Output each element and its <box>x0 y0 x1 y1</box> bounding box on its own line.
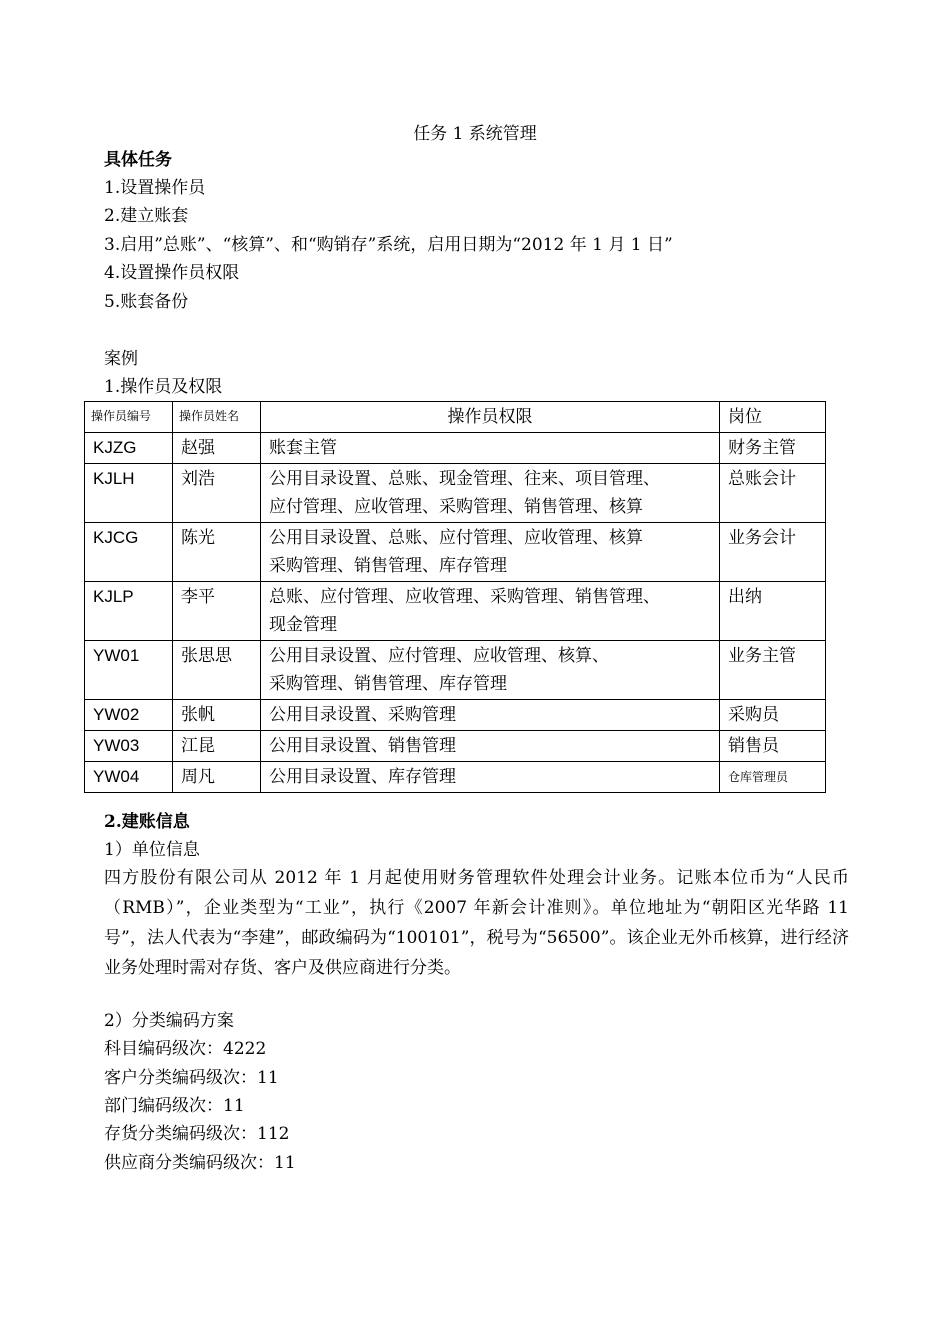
header-post: 岗位 <box>720 402 826 433</box>
table-row <box>85 523 826 582</box>
cell-post: 业务主管 <box>720 641 826 700</box>
unit-info-label: 1）单位信息 <box>104 840 200 860</box>
coding-item: 科目编码级次：4222 <box>104 1039 267 1059</box>
permissions-line: 采购管理、销售管理、库存管理 <box>269 674 507 694</box>
cell-permissions <box>261 762 720 793</box>
cell-operator-name: 江昆 <box>173 731 261 762</box>
section2-heading: 2.建账信息 <box>104 812 190 832</box>
cell-operator-name: 陈光 <box>173 523 261 582</box>
permissions-line: 账套主管 <box>269 438 337 458</box>
permissions-line: 公用目录设置、应付管理、应收管理、核算、 <box>269 646 609 666</box>
task-item: 4.设置操作员权限 <box>104 263 240 283</box>
cell-operator-id: YW03 <box>85 731 173 762</box>
cell-operator-id: KJZG <box>85 433 173 464</box>
cell-operator-id: KJLP <box>85 582 173 641</box>
cell-permissions <box>261 731 720 762</box>
table-row <box>85 641 826 700</box>
cell-permissions <box>261 582 720 641</box>
cell-operator-name: 张思思 <box>173 641 261 700</box>
permissions-line: 应付管理、应收管理、采购管理、销售管理、核算 <box>269 497 643 517</box>
cell-post: 财务主管 <box>720 433 826 464</box>
cell-permissions <box>261 523 720 582</box>
cell-permissions <box>261 700 720 731</box>
cell-operator-name: 赵强 <box>173 433 261 464</box>
task-item: 5.账套备份 <box>104 292 189 312</box>
case-subheading: 1.操作员及权限 <box>104 377 223 397</box>
page-title: 任务 1 系统管理 <box>413 124 537 144</box>
permissions-line: 公用目录设置、总账、现金管理、往来、项目管理、 <box>269 469 660 489</box>
table-row <box>85 731 826 762</box>
cell-operator-name: 张帆 <box>173 700 261 731</box>
cell-permissions <box>261 433 720 464</box>
header-operator-name: 操作员姓名 <box>173 402 261 433</box>
coding-label: 2）分类编码方案 <box>104 1011 234 1031</box>
permissions-line: 采购管理、销售管理、库存管理 <box>269 556 507 576</box>
tasks-heading: 具体任务 <box>104 150 172 170</box>
operator-permissions-table <box>84 401 826 793</box>
table-row <box>85 700 826 731</box>
table-row <box>85 762 826 793</box>
permissions-line: 总账、应付管理、应收管理、采购管理、销售管理、 <box>269 587 660 607</box>
table-row <box>85 582 826 641</box>
cell-operator-id: KJCG <box>85 523 173 582</box>
coding-item: 客户分类编码级次：11 <box>104 1068 279 1088</box>
header-permissions: 操作员权限 <box>261 402 720 433</box>
cell-permissions <box>261 464 720 523</box>
cell-operator-id: YW02 <box>85 700 173 731</box>
table-row <box>85 464 826 523</box>
permissions-line: 公用目录设置、总账、应付管理、应收管理、核算 <box>269 528 643 548</box>
cell-permissions <box>261 641 720 700</box>
cell-operator-id: KJLH <box>85 464 173 523</box>
unit-info-paragraph: 四方股份有限公司从 2012 年 1 月起使用财务管理软件处理会计业务。记账本位币为“人民币（RMB）”，企业类型为“工业”，执行《2007 年新会计准则》。单位地址为“朝阳区光华路 11 号”，法人代表为“李建”，邮政编码为“100101”，税号为“56500”。该企业无外币核算，进行经济业务处理时需对存货、客户及供应商进行分类。 <box>104 868 849 978</box>
cell-post: 销售员 <box>720 731 826 762</box>
coding-item: 部门编码级次：11 <box>104 1096 245 1116</box>
cell-operator-id: YW01 <box>85 641 173 700</box>
cell-operator-name: 李平 <box>173 582 261 641</box>
table-header-row <box>85 402 826 433</box>
permissions-line: 现金管理 <box>269 615 337 635</box>
table-row <box>85 433 826 464</box>
cell-operator-id: YW04 <box>85 762 173 793</box>
permissions-line: 公用目录设置、库存管理 <box>269 767 456 787</box>
task-item: 3.启用”总账”、“核算”、和“购销存”系统，启用日期为“2012 年 1 月 1 日” <box>104 235 673 255</box>
permissions-line: 公用目录设置、销售管理 <box>269 736 456 756</box>
cell-post: 业务会计 <box>720 523 826 582</box>
header-operator-id: 操作员编号 <box>85 402 173 433</box>
cell-post: 出纳 <box>720 582 826 641</box>
task-item: 2.建立账套 <box>104 206 189 226</box>
cell-post: 仓库管理员 <box>720 762 826 793</box>
case-label: 案例 <box>104 349 138 369</box>
cell-operator-name: 刘浩 <box>173 464 261 523</box>
cell-post: 采购员 <box>720 700 826 731</box>
cell-post: 总账会计 <box>720 464 826 523</box>
coding-item: 供应商分类编码级次：11 <box>104 1153 296 1173</box>
task-item: 1.设置操作员 <box>104 178 206 198</box>
coding-item: 存货分类编码级次：112 <box>104 1124 290 1144</box>
permissions-line: 公用目录设置、采购管理 <box>269 705 456 725</box>
cell-operator-name: 周凡 <box>173 762 261 793</box>
